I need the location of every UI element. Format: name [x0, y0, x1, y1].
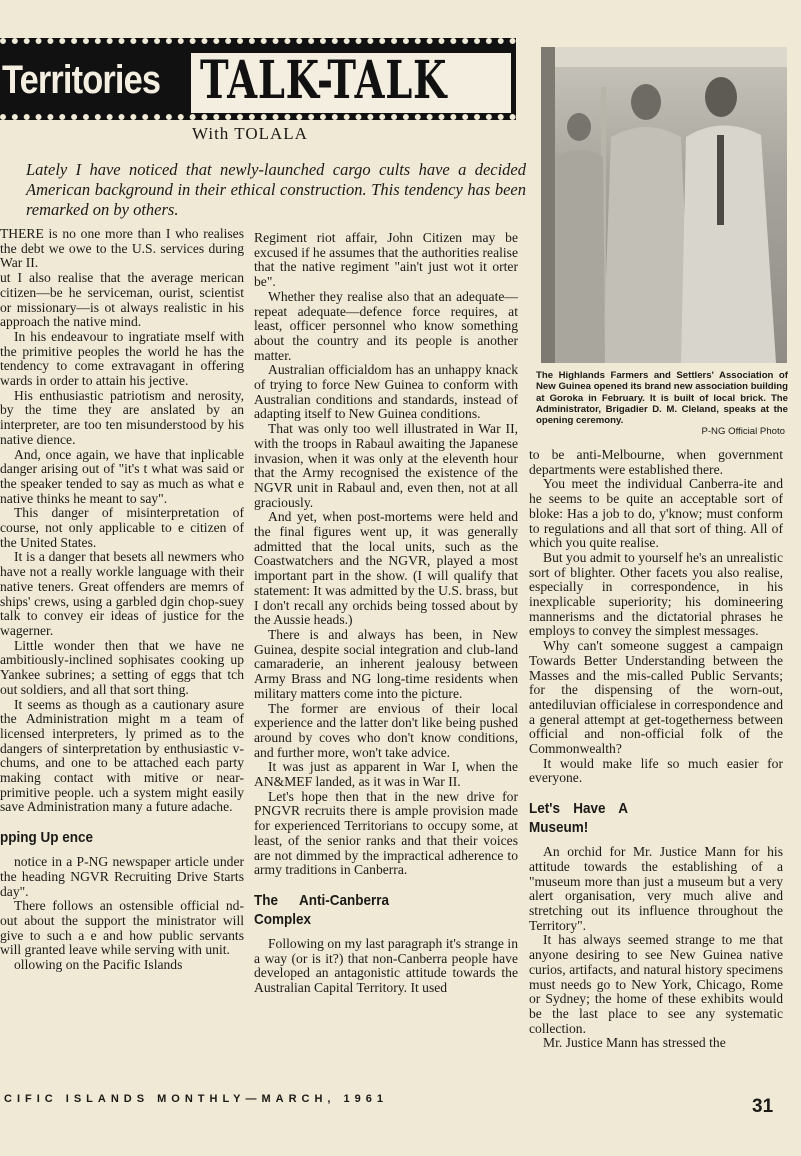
section-heading: pping Up ence [0, 829, 94, 847]
paragraph: It would make life so much easier for everyone. [529, 755, 783, 786]
paragraph: It seems as though as a cautionary asure the Administration might m a team of licensed interpreters, ly primed as to the dangers of sinterpretation by enthusiastic v-chums, and one to be attached each party making contact with mitive or near-primitive people. uch a system might easily save Administration many a future adache. [0, 696, 244, 815]
paragraph: THERE is no one more than I who realises the debt we owe to the U.S. services during War II. [0, 226, 244, 271]
intro-paragraph: Lately I have noticed that newly-launched cargo cults have a decided American background in their ethical construction. This tendency has been remarked on by others. [26, 160, 526, 219]
photo-caption [536, 370, 788, 438]
paragraph: And, once again, we have that inplicable danger arising out of "it's t what was said or the speaker tended to say as much as what e native thinks he meant to say". [0, 446, 244, 506]
paragraph: There follows an ostensible official nd-out about the support the ministrator will give to such a e and how public servants will granted leave while serving with unit. [0, 898, 244, 958]
section-heading: Let's Have A Museum! [529, 800, 628, 837]
paragraph: Regiment riot affair, John Citizen may be excused if he assumes that the authorities realise that the native regiment "ain't just wot it orter be". [254, 230, 518, 290]
paragraph: You meet the individual Canberra-ite and he seems to be quite an acceptable sort of bloke: Has a job to do, y'know; must conform to regulations and all that sort of thing. All of which you quite realise. [529, 476, 783, 551]
masthead-title-left: Territories [2, 58, 161, 102]
paragraph: Whether they realise also that an adequate—repeat adequate—defence force requires, at least, officer personnel who know something about the country and its people is another matter. [254, 288, 518, 363]
paragraph: That was only too well illustrated in War II, with the troops in Rabaul awaiting the Japanese invasion, when it was only at the eleventh hour that the Army recognised the existence of the NGVR unit in Rabaul and, even then, not at all graciously. [254, 421, 518, 510]
paragraph: ollowing on the Pacific Islands [14, 957, 183, 973]
paragraph: The former are envious of their local experience and the latter don't like being pushed around by coves who don't know conditions, and further more, won't take advice. [254, 700, 518, 760]
paragraph: And yet, when post-mortems were held and the final figures went up, it was generally admitted that the local units, such as the Coastwatchers and the NGVR, played a most important part in the show. (I will qualify that statement: It was admitted by the U.S. brass, but I don't recall any orchids being tossed about by the Aussie heads.) [254, 509, 518, 628]
masthead-title-right: TALK-TALK [200, 50, 448, 111]
section-heading: The Anti-Canberra Complex [254, 891, 389, 928]
paragraph: Let's hope then that in the new drive for PNGVR recruits there is ample provision made for experienced Territorians to occupy some, at least, of the senior ranks and that their voices are not dimmed by the impractical adherence to army traditions in Canberra. [254, 788, 518, 878]
paragraph: Why can't someone suggest a campaign Towards Better Understanding between the Masses and the mis-called Public Servants; for the dispensing of the worn-out, antediluvian officialese in correspondence and a general attempt at get-togetherness between official and non-official folk of the Commonwealth? [529, 638, 783, 757]
column-two [254, 231, 518, 996]
paragraph: to be anti-Melbourne, when government departments were established there. [529, 447, 783, 477]
paragraph: notice in a P-NG newspaper article under the heading NGVR Recruiting Drive Starts day". [0, 854, 244, 899]
column-three [529, 448, 783, 1051]
byline: With TOLALA [192, 124, 308, 143]
paragraph: His enthusiastic patriotism and nerosity, by the time they are anslated by an interpreter, are too ten misunderstood by his native dience. [0, 387, 244, 447]
page-number: 31 [752, 1096, 774, 1117]
paragraph: It has always seemed strange to me that anyone desiring to see New Guinea native curios, artifacts, and natural history specimens must needs go to New York, Chicago, Rome or Sydney; the home of these exhibits would be the last place to see any systematic collection. [529, 932, 783, 1036]
paragraph: There is and always has been, in New Guinea, despite social integration and club-land camaraderie, an inherent jealousy between Army Brass and NG long-time residents when military matters come into the picture. [254, 626, 518, 701]
photo-caption-text: The Highlands Farmers and Settlers' Association of New Guinea opened its brand new association building at Goroka in February. It is built of local brick. The Administrator, Brigadier D. M. Cleland, speaks at the opening ceremony. [536, 370, 788, 427]
paragraph: It was just as apparent in War I, when the AN&MEF landed, as it was in War II. [254, 759, 518, 790]
paragraph: It is a danger that besets all newmers who have not a really workle language with their native teners. Great offenders are memrs of ships' crews, using a garbled dgin chop-suey talk to convey eir ideas of justice for the wagerner. [0, 549, 244, 638]
photo-ceremony [541, 47, 787, 363]
paragraph: Australian officialdom has an unhappy knack of trying to force New Guinea to conform with Australian conditions and standards, instead of adapting itself to New Guinea conditions. [254, 362, 518, 422]
paragraph: This danger of misinterpretation of course, not only applicable to e citizen of the United States. [0, 505, 244, 550]
paragraph: But you admit to yourself he's an unrealistic sort of blighter. Other facets you also realise, especially in correspondence, in his inexplicable superiority; his domineering mannerisms and the dictatorial phrases he employs to convey the simplest messages. [529, 549, 783, 639]
paragraph: An orchid for Mr. Justice Mann for his attitude towards the establishing of a "museum more than just a museum but a very alert organisation, very much alive and stretching out its influence throughout the Territory". [529, 844, 783, 933]
paragraph: In his endeavour to ingratiate mself with the primitive peoples the world he has the tendency to come extravagant in offering wards in order to attain his jective. [0, 328, 244, 389]
paragraph: Following on my last paragraph it's strange in a way (or is it?) that non-Canberra people have developed an antagonistic attitude towards the Australian Capital Territory. It used [254, 935, 518, 996]
photo-figures [541, 47, 787, 363]
column-one [0, 227, 244, 973]
photo-credit: P-NG Official Photo [701, 426, 785, 438]
paragraph: Little wonder then that we have ne ambitiously-inclined sophisates cooking up Yankee subrines; a setting of eggs that tch out soldiers, and all that sort thing. [0, 637, 244, 697]
paragraph: ut I also realise that the average merican citizen—be he serviceman, ourist, scientist or missionary—is ot always realistic in his approach the native mind. [0, 270, 244, 330]
page-footer: CIFIC ISLANDS MONTHLY—MARCH, 1961 [4, 1093, 389, 1105]
paragraph: Mr. Justice Mann has stressed the [543, 1035, 726, 1051]
masthead-banner [0, 38, 516, 120]
